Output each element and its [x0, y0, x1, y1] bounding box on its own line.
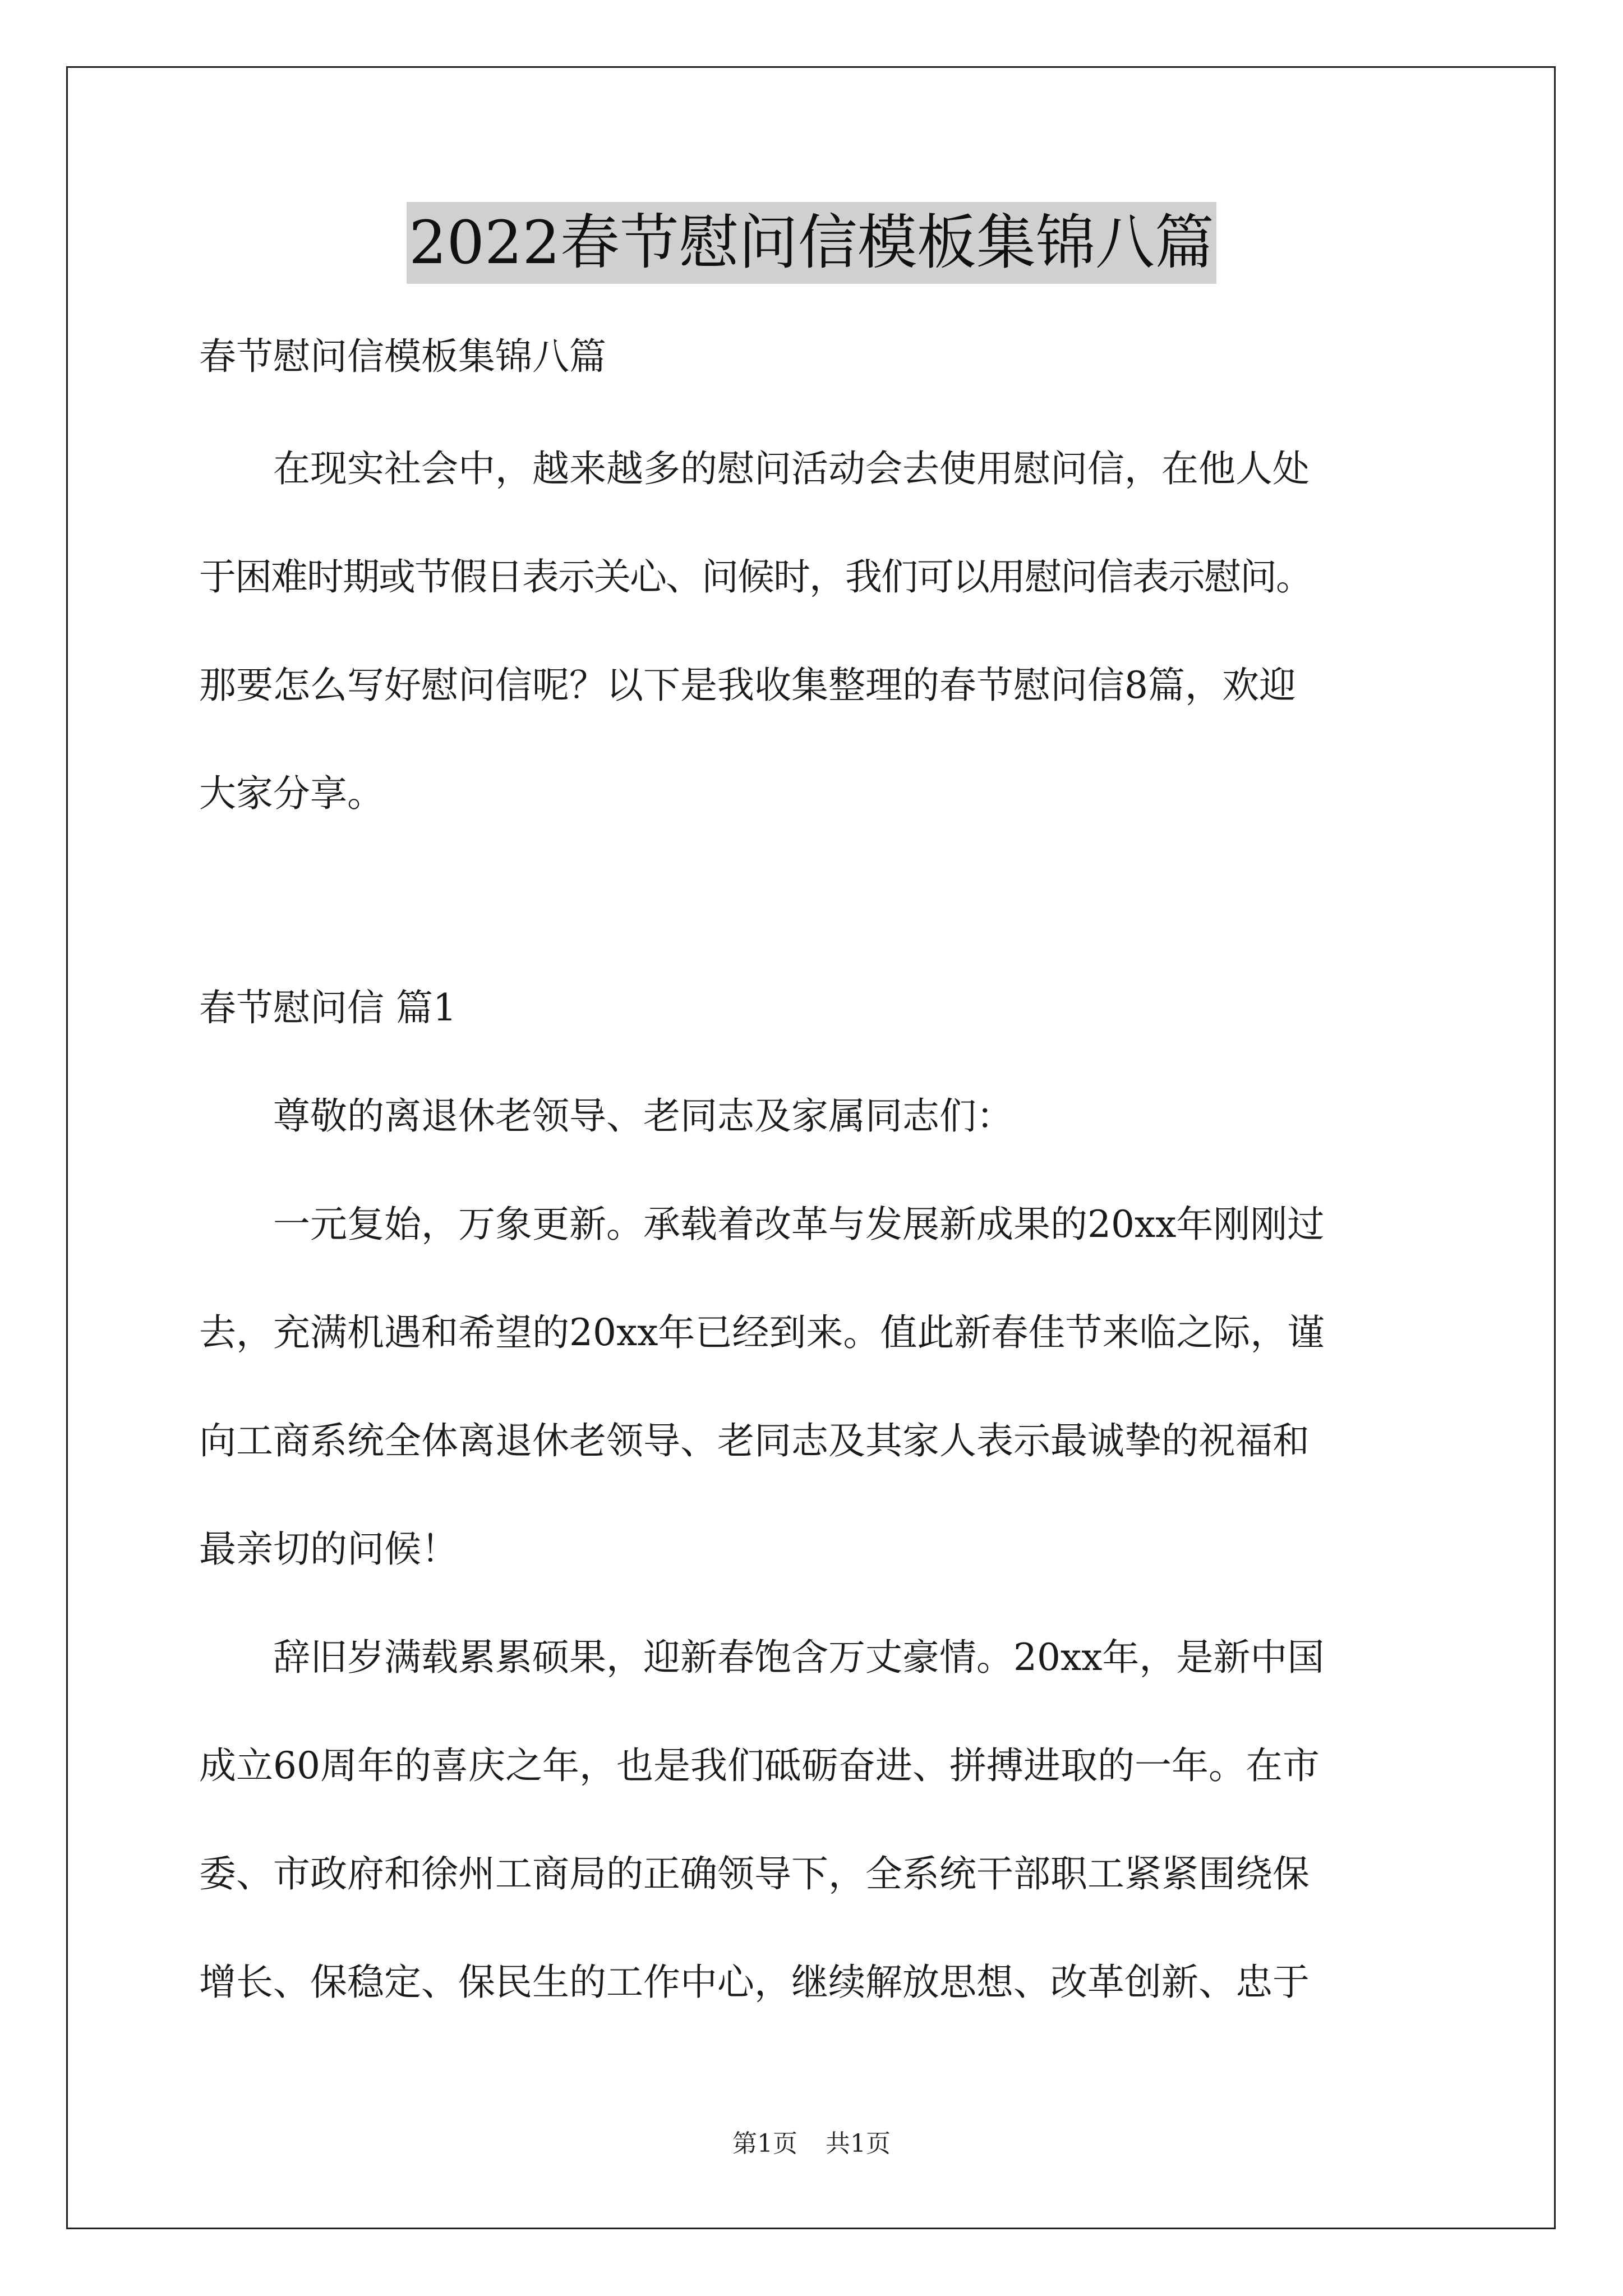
para2-line-3: 委、市政府和徐州工商局的正确领导下，全系统干部职工紧紧围绕保: [199, 1852, 1310, 1895]
para1-line-4: 最亲切的问候！: [199, 1527, 458, 1571]
section-heading: 春节慰问信 篇1: [199, 986, 457, 1029]
para2-line-4: 增长、保稳定、保民生的工作中心，继续解放思想、改革创新、忠于: [199, 1961, 1310, 2004]
document-title: 2022春节慰问信模板集锦八篇: [407, 202, 1216, 284]
intro-line-2: 于困难时期或节假日表示关心、问候时，我们可以用慰问信表示慰问。: [199, 555, 1312, 599]
para2-line-2: 成立60周年的喜庆之年，也是我们砥砺奋进、拼搏进取的一年。在市: [199, 1744, 1320, 1787]
para1-line-1: 一元复始，万象更新。承载着改革与发展新成果的20xx年刚刚过: [273, 1203, 1325, 1246]
title-wrap: [0, 202, 1623, 284]
para2-line-1: 辞旧岁满载累累硕果，迎新春饱含万丈豪情。20xx年，是新中国: [273, 1636, 1325, 1679]
page-number-current: 第1页: [732, 2129, 797, 2158]
intro-line-4: 大家分享。: [199, 772, 384, 815]
para1-line-2: 去，充满机遇和希望的20xx年已经到来。值此新春佳节来临之际，谨: [199, 1311, 1325, 1354]
intro-line-1: 在现实社会中，越来越多的慰问活动会去使用慰问信，在他人处: [273, 447, 1310, 490]
para1-line-3: 向工商系统全体离退休老领导、老同志及其家人表示最诚挚的祝福和: [199, 1419, 1310, 1462]
page-footer: [0, 2127, 1623, 2161]
intro-line-3: 那要怎么写好慰问信呢？以下是我收集整理的春节慰问信8篇，欢迎: [199, 664, 1296, 707]
salutation: 尊敬的离退休老领导、老同志及家属同志们：: [273, 1094, 1013, 1138]
document-subtitle: 春节慰问信模板集锦八篇: [199, 335, 606, 378]
page-number-total: 共1页: [826, 2129, 891, 2158]
